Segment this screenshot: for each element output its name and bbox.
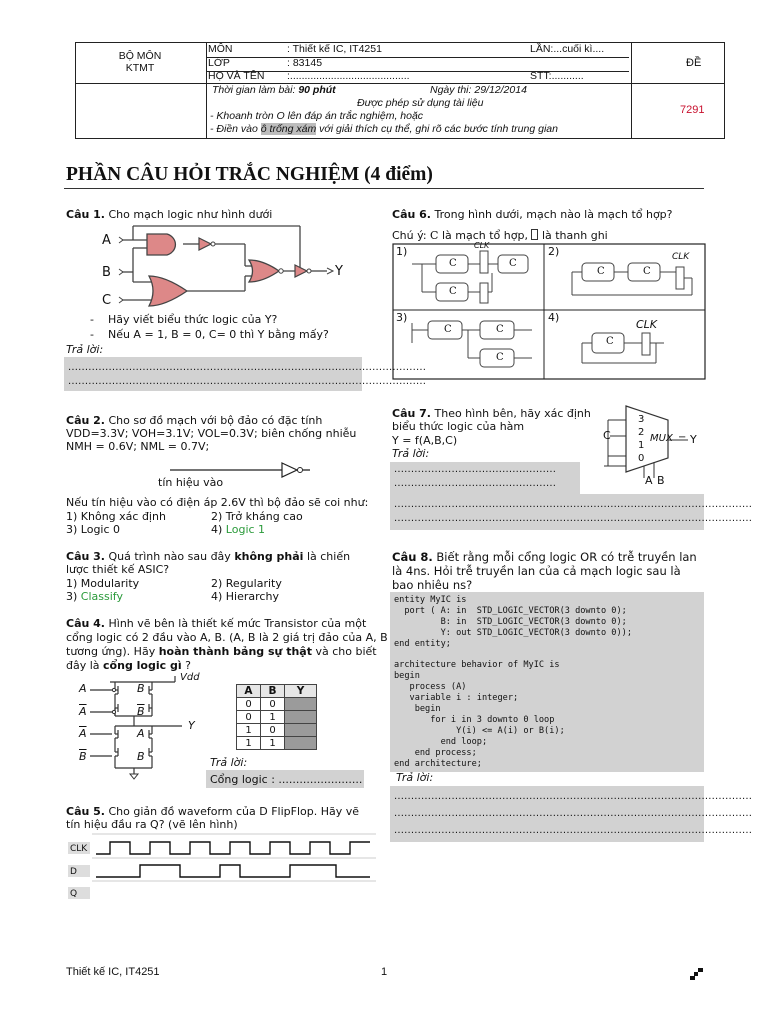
q7-prompt: Câu 7. Theo hình bên, hãy xác định biểu thức logic của hàm (392, 407, 591, 433)
tt-cell: 0 (237, 698, 261, 711)
hoten-label: HỌ VÀ TÊN (208, 70, 265, 82)
q1-answer-box[interactable] (64, 357, 427, 391)
q4-output-y: Y (188, 719, 195, 732)
q6-panel-4-label: 4) (548, 311, 560, 324)
q4-input-abar-2: $\overline{A}$ (79, 727, 87, 740)
tt-answer-cell[interactable] (285, 724, 317, 737)
q5-clk-label: CLK (70, 844, 88, 854)
q7-mux-in-0: 0 (638, 453, 645, 464)
note-documents: Được phép sử dụng tài liệu (357, 97, 484, 109)
tt-cell: 1 (261, 737, 285, 750)
q8-vhdl-code: entity MyIC is port ( A: in STD_LOGIC_VECTOR(3 downto 0); B: in STD_LOGIC_VECTOR(3 downto 0); Y: out STD_LOGIC_VECTOR(3 downto 0)); end entity; architecture behavior of MyIC is begin process (A) variable i : integer; begin for i in 3 downto 0 loop Y(i) <= A(i) or B(i); end loop; end process; end architecture; (394, 595, 632, 769)
q4-answer-label: Trả lời: (210, 756, 248, 769)
q6-panel-1-label: 1) (396, 245, 408, 258)
q1-input-b: B (102, 265, 111, 280)
table-row (237, 737, 317, 750)
q7-mux-in-2: 2 (638, 427, 645, 438)
hoten-value: :......................................... (287, 70, 410, 82)
q7-dots-3: .......................................................................................................... (394, 499, 753, 510)
q1-input-a: A (102, 233, 111, 248)
note-fill: - Điền vào ô trống xám với giải thích cụ thể, ghi rõ các bước tính trung gian (210, 123, 558, 135)
q1-prompt: Câu 1. Cho mạch logic như hình dưới (66, 208, 273, 221)
q6-clk-4: CLK (636, 318, 658, 331)
mon-label: MÔN (208, 43, 233, 55)
q4-input-abar: $\overline{A}$ (79, 705, 87, 718)
q7-mux-in-1: 1 (638, 440, 645, 451)
tt-header-b: B (261, 685, 285, 698)
q4-gate-label: Cổng logic : ........................ (210, 773, 363, 786)
exam-time: Thời gian làm bài: 90 phút (212, 84, 336, 96)
q8-answer-label: Trả lời: (396, 771, 434, 784)
q5-prompt: Câu 5. Cho giản đồ waveform của D FlipFlop. Hãy vẽ tín hiệu đầu ra Q? (vẽ lên hình) (66, 805, 360, 831)
q2-signal-label: tín hiệu vào (158, 476, 224, 489)
table-row (237, 724, 317, 737)
cl-block: C (643, 266, 651, 277)
cl-block: C (449, 258, 457, 269)
q2-ask: Nếu tín hiệu vào có điện áp 2.6V thì bộ đảo sẽ coi như: (66, 496, 369, 509)
q6-panel-2-label: 2) (548, 245, 560, 258)
q1-output-y: Y (335, 264, 343, 279)
q6-prompt: Câu 6. Trong hình dưới, mạch nào là mạch tổ hợp? (392, 208, 673, 221)
q7-output-arrow: − (678, 432, 687, 443)
q5-q-label: Q (70, 889, 78, 899)
q1-bullet-1: - Hãy viết biểu thức logic của Y? (90, 313, 278, 326)
q4-line-3: tương ứng). Hãy hoàn thành bảng sự thật và cho biết (66, 645, 377, 658)
q1-input-c: C (102, 293, 112, 308)
lop-label: LỚP (208, 57, 230, 69)
q8-dots-2: .......................................................................................................... (394, 808, 753, 819)
q1-bullet-2: - Nếu A = 1, B = 0, C= 0 thì Y bằng mấy? (90, 328, 329, 341)
q3-option-1[interactable]: 1) Modularity (66, 577, 140, 590)
q8-dots-3: .......................................................................................................... (394, 825, 753, 836)
note-circle: - Khoanh tròn O lên đáp án trắc nghiệm, hoặc (210, 110, 424, 122)
q4-input-a-2: A (137, 727, 145, 740)
tt-header-y: Y (285, 685, 317, 698)
q4-input-bbar-3: $\overline{B}$ (79, 750, 87, 763)
q8-answer-box[interactable] (390, 786, 753, 842)
q2-option-4[interactable]: 4) Logic 1 (211, 523, 266, 536)
cl-block: C (509, 258, 517, 269)
q6-panel-3-label: 3) (396, 311, 408, 324)
q6-note: Chú ý: C là mạch tổ hợp, là thanh ghi (392, 229, 608, 242)
q3-option-2[interactable]: 2) Regularity (211, 577, 282, 590)
q4-input-a-top: A (79, 682, 87, 695)
q1-circuit-diagram (95, 218, 365, 310)
tt-cell: 1 (237, 724, 261, 737)
q6-clk-1: CLK (474, 241, 490, 250)
cl-block: C (496, 352, 504, 363)
q2-prompt: Câu 2. Cho sơ đồ mạch với bộ đảo có đặc tính VDD=3.3V; VOH=3.1V; VOL=0.3V; biên chống nhiễu NMH = 0.6V; NML = 0.7V; (66, 414, 357, 453)
q7-input-a: A (645, 474, 653, 487)
title-underline (64, 188, 704, 189)
q7-answer-box-bottom[interactable] (390, 494, 753, 530)
q7-input-c: C (603, 429, 611, 442)
q3-prompt: Câu 3. Quá trình nào sau đây không phải là chiến lược thiết kế ASIC? (66, 550, 351, 576)
exam-code: 7291 (680, 104, 705, 116)
department: BỘ MÔN KTMT (118, 50, 162, 74)
cl-block: C (449, 286, 457, 297)
cl-block: C (606, 336, 614, 347)
q4-input-bbar: $\overline{B}$ (137, 705, 145, 718)
stt-field: STT:........... (530, 70, 584, 82)
tt-cell: 0 (261, 724, 285, 737)
tt-cell: 0 (261, 698, 285, 711)
table-row (237, 698, 317, 711)
q2-option-2[interactable]: 2) Trở kháng cao (211, 510, 303, 523)
q3-option-4[interactable]: 4) Hierarchy (211, 590, 279, 603)
q4-truth-table (236, 684, 317, 750)
q7-function: Y = f(A,B,C) (392, 434, 458, 447)
q1-dots-2: .......................................................................................................... (68, 376, 427, 387)
comb-logic-icon: C (430, 229, 439, 242)
q7-answer-label: Trả lời: (392, 447, 430, 460)
exam-date: Ngày thi: 29/12/2014 (430, 84, 527, 96)
q4-line-1: Câu 4. Hình vẽ bên là thiết kế mức Transistor của một (66, 617, 367, 630)
tt-header-a: A (237, 685, 261, 698)
q6-clk-2: CLK (672, 252, 690, 262)
q2-option-3[interactable]: 3) Logic 0 (66, 523, 121, 536)
section-title: PHẦN CÂU HỎI TRẮC NGHIỆM (4 điểm) (66, 164, 433, 185)
q7-input-b: B (657, 474, 665, 487)
de-label: ĐỀ (686, 57, 702, 69)
q5-d-label: D (70, 867, 77, 877)
q4-input-bbar-top: B (137, 682, 145, 695)
cl-block: C (496, 324, 504, 335)
tt-answer-cell[interactable] (285, 698, 317, 711)
table-row (237, 711, 317, 724)
lan-field: LẦN:...cuối kì.... (530, 43, 605, 55)
q7-answer-box-top[interactable] (390, 462, 580, 494)
q5-waveform (68, 834, 376, 900)
q4-line-2: cổng logic có 2 đầu vào A, B. (A, B là 2 giá trị đảo của A, B (66, 631, 388, 644)
q7-mux-in-3: 3 (638, 414, 645, 425)
tt-answer-cell[interactable] (285, 711, 317, 724)
q1-answer-label: Trả lời: (66, 343, 104, 356)
q8-prompt: Câu 8. Biết rằng mỗi cổng logic OR có trễ truyền lan là 4ns. Hỏi trễ truyền lan của cả mạch logic sau là bao nhiêu ns? (392, 550, 697, 592)
footer-corner-mark-icon (690, 968, 704, 980)
lop-value: : 83145 (287, 57, 323, 69)
footer-page-number: 1 (381, 966, 388, 978)
tt-cell: 0 (237, 711, 261, 724)
q7-output-y: Y (690, 433, 697, 446)
q2-option-1[interactable]: 1) Không xác định (66, 510, 166, 523)
q1-dots-1: .......................................................................................................... (68, 362, 427, 373)
footer-course: Thiết kế IC, IT4251 (66, 966, 160, 978)
tt-cell: 1 (237, 737, 261, 750)
q7-dots-4: .......................................................................................................... (394, 513, 753, 524)
q7-mux-label: MUX (650, 433, 673, 444)
q3-option-3[interactable]: 3) Classify (66, 590, 123, 603)
q7-dots-1: ................................................ (394, 464, 557, 475)
q7-dots-2: ................................................ (394, 478, 557, 489)
mon-value: : Thiết kế IC, IT4251 (287, 43, 382, 55)
q8-dots-1: .......................................................................................................... (394, 791, 753, 802)
q8-code-box (390, 592, 704, 772)
q4-input-b-3: B (137, 750, 145, 763)
q4-line-4: đây là cổng logic gì ? (66, 659, 191, 672)
tt-answer-cell[interactable] (285, 737, 317, 750)
q4-vdd-label: Vdd (180, 672, 200, 683)
cl-block: C (597, 266, 605, 277)
tt-cell: 1 (261, 711, 285, 724)
cl-block: C (444, 324, 452, 335)
q4-gate-answer-box[interactable] (206, 770, 364, 788)
